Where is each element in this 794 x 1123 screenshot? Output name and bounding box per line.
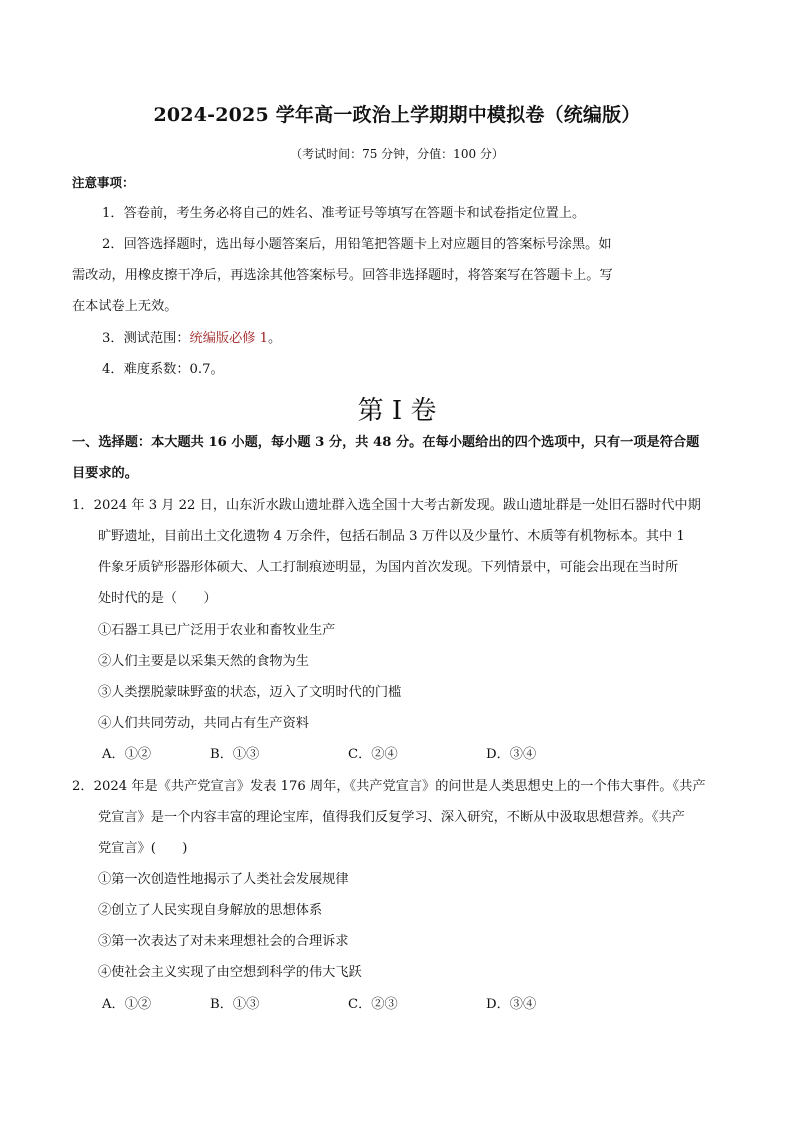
question-2-statement-3: ③第一次表达了对未来理想社会的合理诉求 bbox=[98, 934, 349, 949]
question-1-statement-4: ④人们共同劳动，共同占有生产资料 bbox=[98, 716, 309, 731]
question-2-choice-b[interactable]: B．①③ bbox=[210, 997, 260, 1012]
question-1-statement-1: ①石器工具已广泛用于农业和畜牧业生产 bbox=[98, 623, 336, 638]
question-2-statement-2: ②创立了人民实现自身解放的思想体系 bbox=[98, 903, 323, 918]
question-1-choice-b[interactable]: B．①③ bbox=[210, 747, 260, 762]
question-2-choice-c[interactable]: C．②③ bbox=[348, 997, 398, 1012]
question-1-statement-2: ②人们主要是以采集天然的食物为生 bbox=[98, 654, 309, 669]
exam-title: 2024-2025 学年高一政治上学期期中模拟卷（统编版） bbox=[153, 104, 641, 126]
notice-item-1: 1．答卷前，考生务必将自己的姓名、准考证号等填写在答题卡和试卷指定位置上。 bbox=[102, 206, 586, 221]
question-2-stem-line-3: 党宣言》( ) bbox=[98, 841, 188, 856]
question-2-choice-a[interactable]: A．①② bbox=[102, 997, 152, 1012]
exam-scope-value: 统编版必修 1 bbox=[189, 331, 269, 346]
notice-item-2-line-3: 在本试卷上无效。 bbox=[72, 299, 178, 314]
question-1-stem-line-1: 1．2024 年 3 月 22 日，山东沂水跋山遗址群入选全国十大考古新发现。跋山遗址群是一处旧石器时代中期 bbox=[72, 498, 701, 513]
section-instruction-line-1: 一、选择题：本大题共 16 小题，每小题 3 分，共 48 分。在每小题给出的四个选项中，只有一项是符合题 bbox=[72, 435, 700, 450]
question-2-stem-line-1: 2．2024 年是《共产党宣言》发表 176 周年，《共产党宣言》的问世是人类思想史上的一个伟大事件。《共产 bbox=[72, 779, 706, 794]
notice-item-3 bbox=[102, 330, 281, 348]
section-instruction-line-2: 目要求的。 bbox=[72, 466, 138, 481]
notice-heading: 注意事项： bbox=[72, 175, 135, 190]
question-1-stem-line-3: 件象牙质铲形器形体硕大、人工打制痕迹明显，为国内首次发现。下列情景中，可能会出现在当时所 bbox=[98, 560, 679, 575]
notice-item-2-line-2: 需改动，用橡皮擦干净后，再选涂其他答案标号。回答非选择题时，将答案写在答题卡上。写 bbox=[72, 268, 613, 283]
section-title: 第 I 卷 bbox=[357, 396, 437, 426]
question-1-choice-c[interactable]: C．②④ bbox=[348, 747, 398, 762]
question-1-stem-line-2: 旷野遗址，目前出土文化遗物 4 万余件，包括石制品 3 万件以及少量竹、木质等有机物标本。其中 1 bbox=[98, 529, 685, 544]
question-2-statement-1: ①第一次创造性地揭示了人类社会发展规律 bbox=[98, 872, 349, 887]
notice-item-3-suffix: 。 bbox=[268, 331, 282, 346]
notice-item-3-prefix: 3．测试范围： bbox=[102, 331, 190, 346]
question-1-choice-a[interactable]: A．①② bbox=[102, 747, 152, 762]
notice-item-4: 4．难度系数：0.7。 bbox=[102, 362, 224, 377]
question-2-statement-4: ④使社会主义实现了由空想到科学的伟大飞跃 bbox=[98, 965, 362, 980]
question-1-statement-3: ③人类摆脱蒙昧野蛮的状态，迈入了文明时代的门槛 bbox=[98, 685, 402, 700]
question-1-choice-d[interactable]: D．③④ bbox=[486, 747, 537, 762]
question-1-stem-line-4: 处时代的是（ ） bbox=[98, 591, 217, 606]
notice-item-2-line-1: 2．回答选择题时，选出每小题答案后，用铅笔把答题卡上对应题目的答案标号涂黑。如 bbox=[102, 237, 612, 252]
question-2-stem-line-2: 党宣言》是一个内容丰富的理论宝库，值得我们反复学习、深入研究，不断从中汲取思想营养。《共产 bbox=[98, 810, 685, 825]
exam-subtitle: （考试时间：75 分钟，分值：100 分） bbox=[290, 147, 504, 161]
question-2-choice-d[interactable]: D．③④ bbox=[486, 997, 537, 1012]
